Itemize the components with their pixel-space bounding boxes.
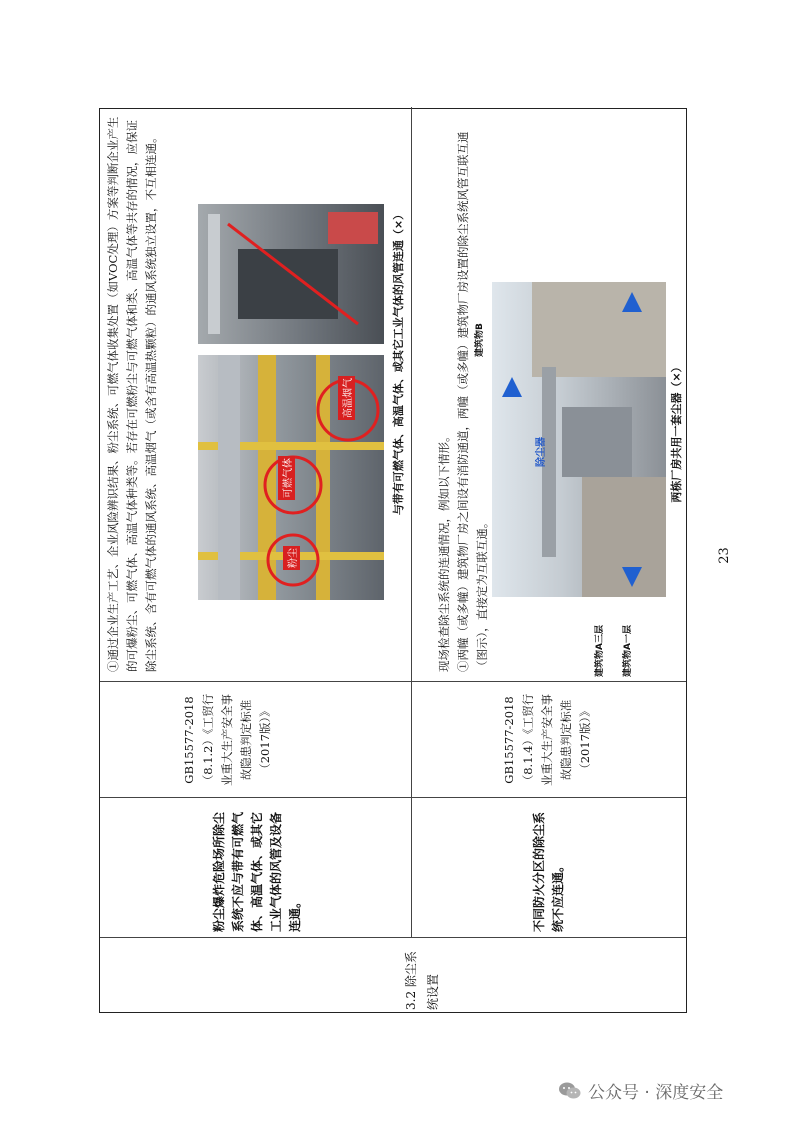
photo-label-dust-collector: 除尘器 [536, 437, 547, 467]
requirement-text-1: 粉尘爆炸危险场所除尘系统不应与带有可燃气体、高温气体、或其它工业气体的风管及设备连通。 [212, 811, 302, 932]
watermark-text: 公众号 · 深度安全 [588, 1083, 724, 1103]
basis-row-2 [500, 690, 595, 790]
content-row-1 [104, 112, 161, 672]
basis-row-1 [180, 690, 275, 790]
section-cell [400, 940, 440, 1010]
rotated-page-content [99, 108, 687, 1013]
requirement-text-2: 不同防火分区的除尘系统不应连通。 [532, 811, 565, 932]
basis-text-1: GB15577-2018（8.1.2）《工贸行业重大生产安全事故隐患判定标准（2017版）》 [182, 693, 272, 787]
watermark [558, 1078, 723, 1103]
page-number: 23 [716, 547, 732, 564]
photo-label-dust: 粉尘 [283, 546, 300, 570]
requirement-row-2 [530, 804, 568, 932]
caption-row-1: 与带有可燃气体、高温气体、或其它工业气体的风管连通（×） [392, 208, 405, 516]
photo-equipment [198, 204, 384, 344]
content-row-2 [416, 112, 492, 672]
photo-shared-dust-collector [475, 282, 666, 677]
photo-label-hot-gas: 高温烟气 [338, 376, 355, 420]
wechat-icon [558, 1081, 582, 1101]
photo-label-flammable-gas: 可燃气体 [278, 456, 295, 500]
photo-label-building-a-1f: 建筑物A一层 [623, 625, 633, 677]
content-text-2: 现场检查除尘系统的连通情况，例如以下情形。 ①两幢（或多幢）建筑物厂房之间设有消防通道，两幢（或多幢）建筑物厂房设置的除尘系统风管互联互通（图示），直接定为互联互通。 [437, 131, 489, 672]
caption-row-2: 两栋厂房共用一套尘器（×） [670, 361, 683, 503]
content-text-1: ①通过企业生产工艺、企业风险辨识结果、粉尘系统、可燃气体收集处置（如VOC处理）方案等判断企业产生的可爆粉尘、可燃气体、高温气体种类等。若存在可燃粉尘与可燃气体和类、高温气体等共存的情况，应保证除尘系统、含有可燃气体的通风系统、高温烟气（或含有高温热颗粒）的通风系统独立设置，不互相连通。 [106, 116, 158, 672]
section-label: 3.2 除尘系统设置 [404, 951, 440, 1010]
photo-dust-pipes [198, 355, 384, 600]
photo-label-building-a-3f: 建筑物A三层 [595, 625, 605, 677]
photo-label-building-b: 建筑物B [475, 323, 485, 357]
basis-text-2: GB15577-2018（8.1.4）《工贸行业重大生产安全事故隐患判定标准（2017版）》 [502, 693, 592, 787]
requirement-row-1 [210, 804, 305, 932]
inspection-table [99, 108, 687, 1013]
